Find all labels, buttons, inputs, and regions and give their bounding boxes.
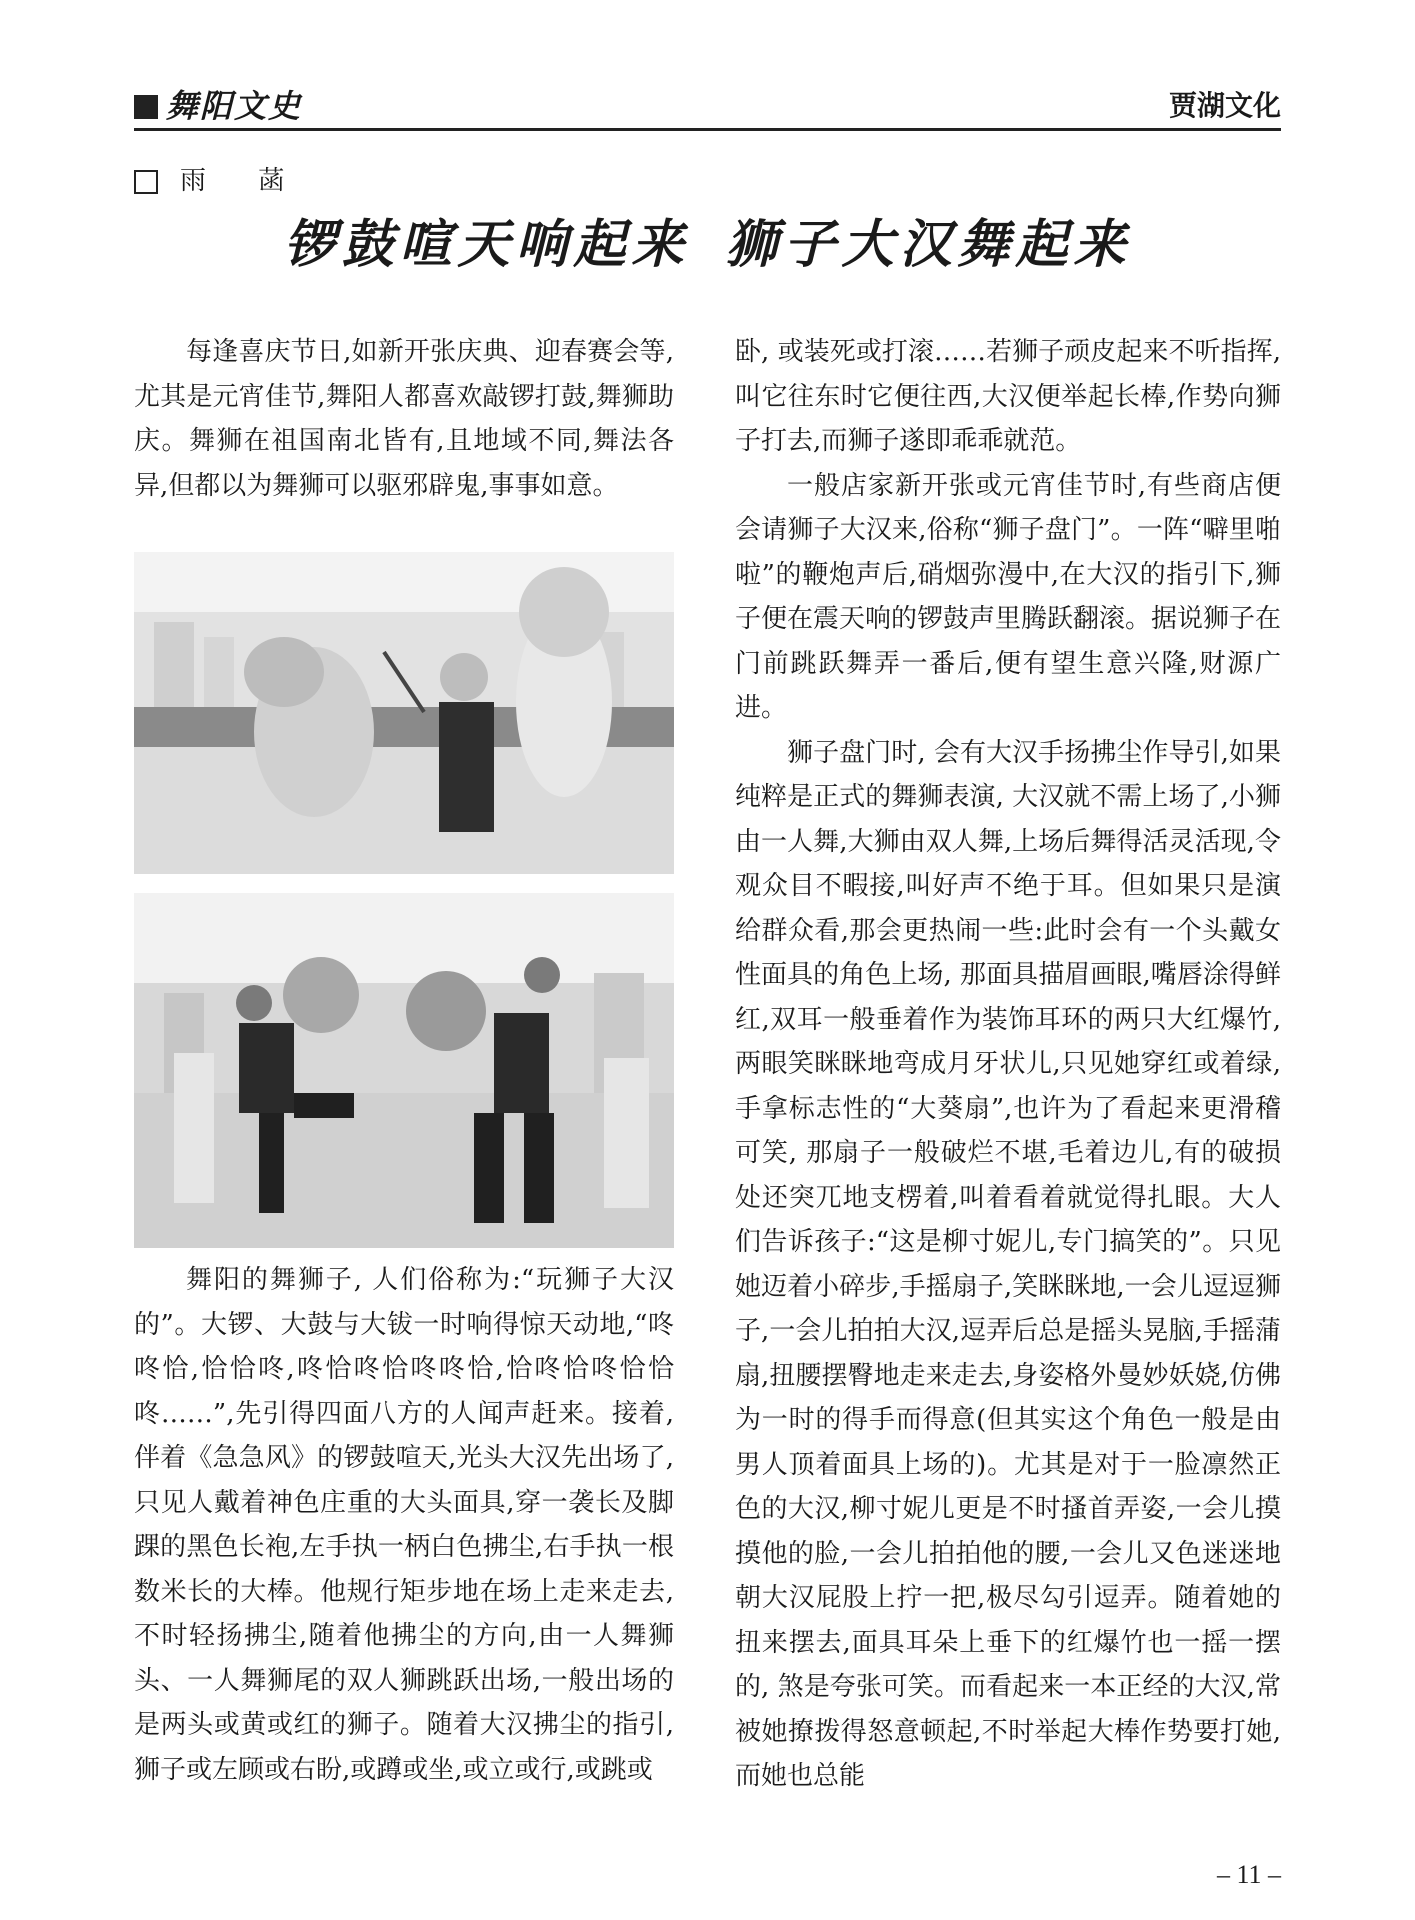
lion-dance-photo [134,552,674,874]
author-box-icon [134,170,158,194]
header-publication-title: 舞阳文史 [166,87,303,125]
header-rule [134,128,1281,131]
article-title-part1: 锣鼓喧天响起来 [283,214,690,275]
paragraph: 每逢喜庆节日,如新开张庆典、迎春赛会等,尤其是元宵佳节,舞阳人都喜欢敲锣打鼓,舞狮助庆。舞狮在祖国南北皆有,且地域不同,舞法各异,但都以为舞狮可以驱邪辟鬼,事事如意。 [134,337,674,501]
paragraph: 舞阳的舞狮子, 人们俗称为:“玩狮子大汉的”。大锣、大鼓与大钹一时响得惊天动地,“咚咚恰,恰恰咚,咚恰咚恰咚咚恰,恰咚恰咚恰恰咚……”,先引得四面八方的人闻声赶来。接着,伴着《急急风》的锣鼓喧天,光头大汉先出场了,只见人戴着神色庄重的大头面具,穿一袭长及脚踝的黑色长袍,左手执一柄白色拂尘,右手执一根数米长的大棒。他规行矩步地在场上走来走去,不时轻扬拂尘,随着他拂尘的方向,由一人舞狮头、一人舞狮尾的双人狮跳跃出场,一般出场的是两头或黄或红的狮子。随着大汉拂尘的指引,狮子或左顾或右盼,或蹲或坐,或立或行,或跳或 [134,1265,674,1785]
right-column [735,330,1281,1799]
cymbal-players-photo [134,893,674,1248]
paragraph-continuation: 卧, 或装死或打滚……若狮子顽皮起来不听指挥,叫它往东时它便往西,大汉便举起长棒,作势向狮子打去,而狮子遂即乖乖就范。 [735,337,1281,456]
header-square-icon [134,95,158,119]
header-column-title: 贾湖文化 [1168,89,1281,122]
article-title-part2: 狮子大汉舞起来 [725,214,1132,275]
paragraph: 一般店家新开张或元宵佳节时,有些商店便会请狮子大汉来,俗称“狮子盘门”。一阵“噼里啪啦”的鞭炮声后,硝烟弥漫中,在大汉的指引下,狮子便在震天响的锣鼓声里腾跃翻滚。据说狮子在门前跳跃舞弄一番后,便有望生意兴隆,财源广进。 [735,470,1282,723]
article-author: 雨 菡 [180,166,307,196]
paragraph: 狮子盘门时, 会有大汉手扬拂尘作导引,如果纯粹是正式的舞狮表演, 大汉就不需上场了,小狮由一人舞,大狮由双人舞,上场后舞得活灵活现,令观众目不暇接,叫好声不绝于耳。但如果只是演给群众看,那会更热闹一些:此时会有一个头戴女性面具的角色上场, 那面具描眉画眼,嘴唇涂得鲜红,双耳一般垂着作为装饰耳环的两只大红爆竹,两眼笑眯眯地弯成月牙状儿,只见她穿红或着绿,手拿标志性的“大葵扇”,也许为了看起来更滑稽可笑, 那扇子一般破烂不堪,毛着边儿,有的破损处还突兀地支楞着,叫着看着就觉得扎眼。大人们告诉孩子:“这是柳寸妮儿,专门搞笑的”。只见她迈着小碎步,手摇扇子,笑眯眯地,一会儿逗逗狮子,一会儿拍拍大汉,逗弄后总是摇头晃脑,手摇蒲扇,扭腰摆臀地走来走去,身姿格外曼妙妖娆,仿佛为一时的得手而得意(但其实这个角色一般是由男人顶着面具上场的)。尤其是对于一脸凛然正色的大汉,柳寸妮儿更是不时搔首弄姿,一会儿摸摸他的脸,一会儿拍拍他的腰,一会儿又色迷迷地朝大汉屁股上拧一把,极尽勾引逗弄。随着她的扭来摆去,面具耳朵上垂下的红爆竹也一摇一摆的, 煞是夸张可笑。而看起来一本正经的大汉,常被她撩拨得怒意顿起,不时举起大棒作势要打她,而她也总能 [735,737,1281,1791]
article-title [0,210,1415,280]
page-number: – 11 – [1216,1860,1281,1889]
left-column-top [134,330,674,508]
left-column-bottom [134,1258,674,1792]
